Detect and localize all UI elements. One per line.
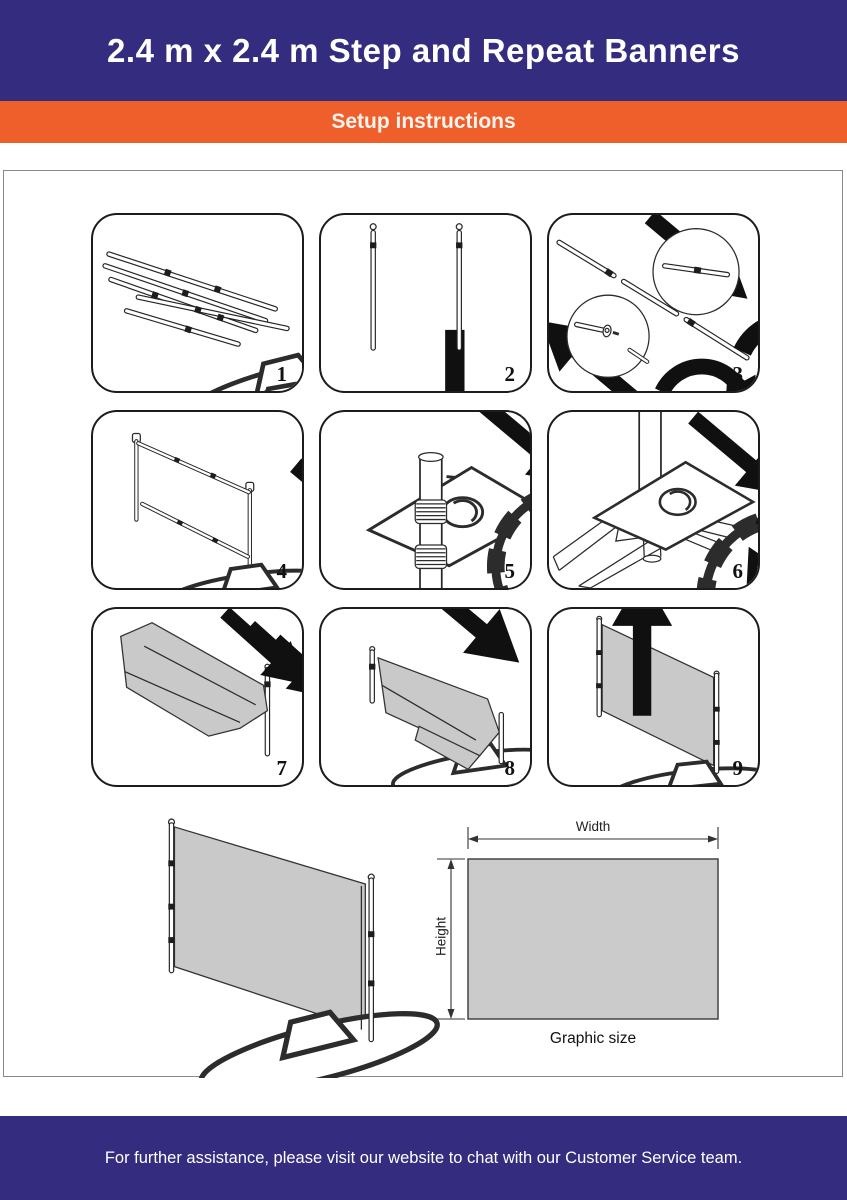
arrowhead bbox=[448, 859, 455, 869]
footer-band bbox=[0, 1116, 847, 1200]
southeast-arrow-icon bbox=[277, 443, 302, 573]
step-panel-7 bbox=[91, 607, 304, 787]
arrowhead bbox=[448, 1009, 455, 1019]
banner-fabric bbox=[378, 658, 499, 769]
step-panel-3 bbox=[547, 213, 760, 393]
step-panels-grid bbox=[91, 213, 760, 787]
magnifier-detail-top bbox=[653, 229, 739, 315]
step-number: 3 bbox=[732, 362, 743, 386]
step-panel-2 bbox=[319, 213, 532, 393]
arrowhead bbox=[468, 836, 478, 843]
upright-pole-left bbox=[169, 819, 175, 971]
banner-fabric bbox=[602, 625, 713, 766]
poles-and-feet-illustration bbox=[93, 215, 302, 391]
upright-pole-left bbox=[370, 647, 375, 701]
step-number: 7 bbox=[276, 756, 287, 780]
base-thumbscrew-closeup-illustration bbox=[549, 412, 758, 588]
pole-thumbscrew-closeup-illustration bbox=[321, 412, 530, 588]
crossbar-joining-illustration bbox=[549, 215, 758, 391]
upright-pole-left bbox=[597, 616, 602, 714]
frame bbox=[132, 434, 253, 569]
step-number: 8 bbox=[504, 756, 515, 780]
height-label: Height bbox=[433, 916, 449, 957]
banner-fabric bbox=[174, 827, 365, 1030]
subheader-label: Setup instructions bbox=[331, 110, 516, 133]
step-panel-4 bbox=[91, 410, 304, 590]
graphic-area-rect bbox=[468, 859, 718, 1019]
banner-raised-illustration bbox=[549, 609, 758, 785]
upright-pole-right bbox=[714, 671, 719, 771]
poles-into-feet-illustration bbox=[321, 215, 530, 391]
down-arrow-icon bbox=[423, 330, 486, 391]
page-title: 2.4 m x 2.4 m Step and Repeat Banners bbox=[107, 31, 740, 69]
graphic-hung-low-illustration bbox=[321, 609, 530, 785]
instruction-sheet bbox=[3, 170, 843, 1077]
step-panel-8 bbox=[319, 607, 532, 787]
graphic-size-caption: Graphic size bbox=[549, 1030, 637, 1047]
step-number: 6 bbox=[732, 559, 743, 583]
graphic-size-diagram bbox=[431, 821, 731, 1056]
base-foot-icon bbox=[287, 780, 302, 785]
footer-text: For further assistance, please visit our website to chat with our Customer Service team. bbox=[104, 1148, 743, 1167]
width-label: Width bbox=[575, 819, 611, 834]
pole-bundle bbox=[105, 254, 287, 344]
step-number: 5 bbox=[504, 559, 515, 583]
step-panel-9 bbox=[547, 607, 760, 787]
thumbscrew-stem bbox=[447, 477, 456, 478]
upright-pole-right bbox=[456, 224, 462, 348]
step-panel-1 bbox=[91, 213, 304, 393]
slide-graphic-on-illustration bbox=[93, 609, 302, 785]
upright-pole-left bbox=[370, 224, 376, 348]
step-panel-5 bbox=[319, 410, 532, 590]
step-number: 2 bbox=[504, 362, 515, 386]
step-number: 1 bbox=[276, 362, 287, 386]
arrowhead bbox=[708, 836, 718, 843]
frame-assembled-illustration bbox=[93, 412, 302, 588]
magnifier-detail-bottom bbox=[567, 295, 649, 377]
dimension-lines bbox=[431, 821, 731, 1056]
header-band bbox=[0, 0, 847, 101]
step-number: 9 bbox=[732, 756, 743, 780]
step-number: 4 bbox=[276, 559, 287, 583]
telescopic-pole bbox=[415, 453, 446, 588]
step-panel-6 bbox=[547, 410, 760, 590]
subheader-band bbox=[0, 101, 847, 143]
assembled-banner-illustration bbox=[141, 813, 446, 1078]
